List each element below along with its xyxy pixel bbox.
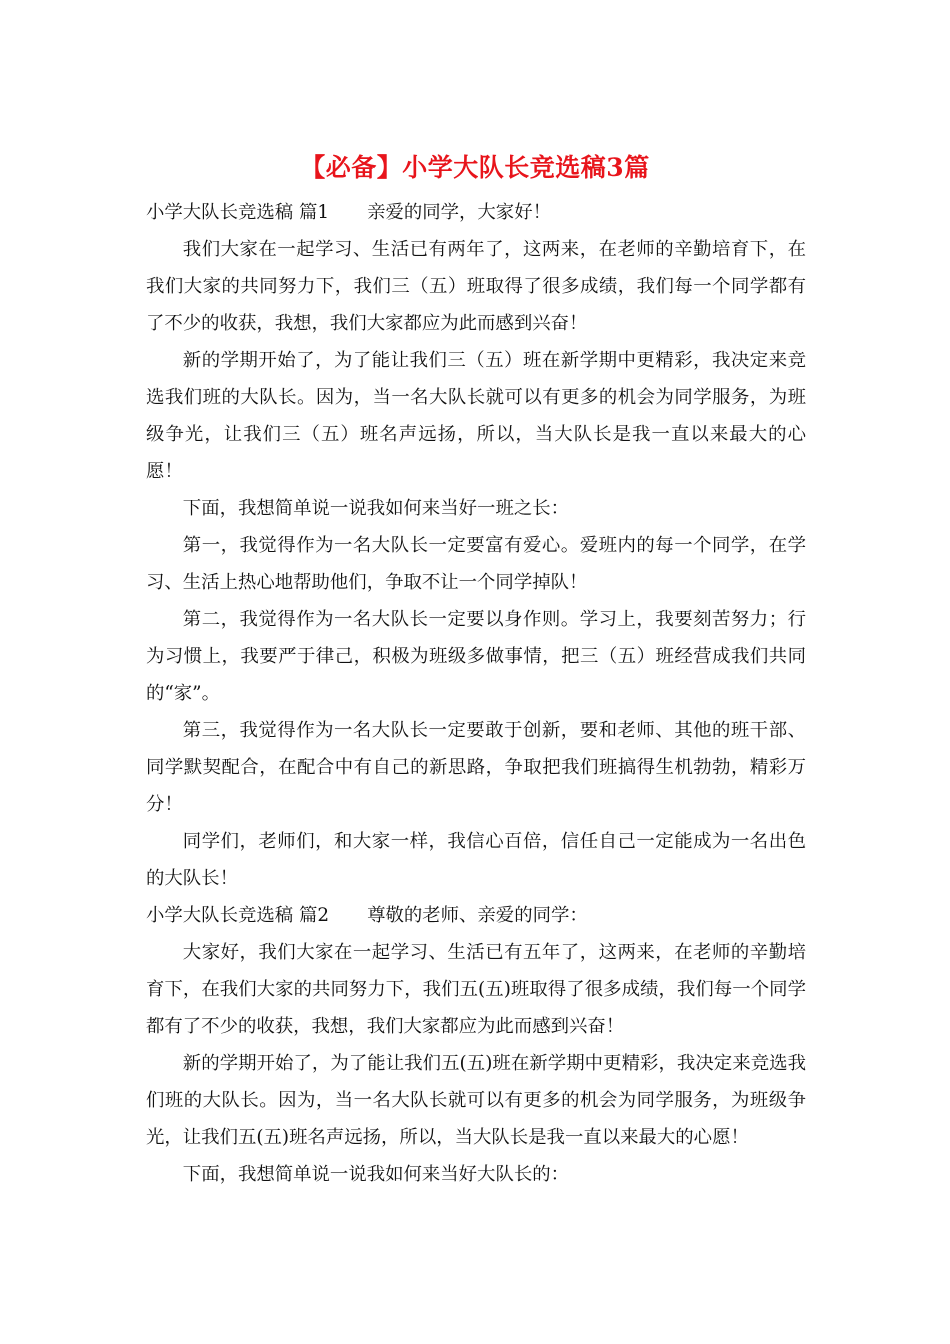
document-body	[146, 194, 806, 1193]
section-1	[146, 194, 806, 897]
paragraph: 新的学期开始了，为了能让我们三（五）班在新学期中更精彩，我决定来竞选我们班的大队长。因为，当一名大队长就可以有更多的机会为同学服务，为班级争光，让我们三（五）班名声远扬，所以，当大队长是我一直以来最大的心愿！	[146, 350, 806, 482]
section-heading: 小学大队长竞选稿 篇2	[146, 905, 330, 926]
section-heading-line	[146, 194, 806, 231]
paragraph: 第一，我觉得作为一名大队长一定要富有爱心。爱班内的每一个同学，在学习、生活上热心地帮助他们，争取不让一个同学掉队！	[146, 535, 806, 593]
section-heading-line	[146, 897, 806, 934]
paragraph: 同学们，老师们，和大家一样，我信心百倍，信任自己一定能成为一名出色的大队长！	[146, 831, 806, 889]
section-greeting: 尊敬的老师、亲爱的同学：	[367, 905, 588, 926]
paragraph: 新的学期开始了，为了能让我们五(五)班在新学期中更精彩，我决定来竞选我们班的大队长。因为，当一名大队长就可以有更多的机会为同学服务，为班级争光，让我们五(五)班名声远扬，所以，当大队长是我一直以来最大的心愿！	[146, 1053, 806, 1148]
section-2	[146, 897, 806, 1193]
document-title: 【必备】小学大队长竞选稿3篇	[300, 153, 650, 182]
paragraph: 第三，我觉得作为一名大队长一定要敢于创新，要和老师、其他的班干部、同学默契配合，在配合中有自己的新思路，争取把我们班搞得生机勃勃，精彩万分！	[146, 720, 806, 815]
paragraph: 下面，我想简单说一说我如何来当好大队长的：	[182, 1164, 570, 1185]
paragraph: 下面，我想简单说一说我如何来当好一班之长：	[182, 498, 570, 519]
section-greeting: 亲爱的同学，大家好！	[367, 202, 551, 223]
paragraph: 大家好，我们大家在一起学习、生活已有五年了，这两来，在老师的辛勤培育下，在我们大家的共同努力下，我们五(五)班取得了很多成绩，我们每一个同学都有了不少的收获，我想，我们大家都应为此而感到兴奋！	[146, 942, 806, 1037]
paragraph: 第二，我觉得作为一名大队长一定要以身作则。学习上，我要刻苦努力；行为习惯上，我要严于律己，积极为班级多做事情，把三（五）班经营成我们共同的“家”。	[146, 609, 806, 704]
paragraph: 我们大家在一起学习、生活已有两年了，这两来，在老师的辛勤培育下，在我们大家的共同努力下，我们三（五）班取得了很多成绩，我们每一个同学都有了不少的收获，我想，我们大家都应为此而感到兴奋！	[146, 239, 806, 334]
section-heading: 小学大队长竞选稿 篇1	[146, 202, 330, 223]
